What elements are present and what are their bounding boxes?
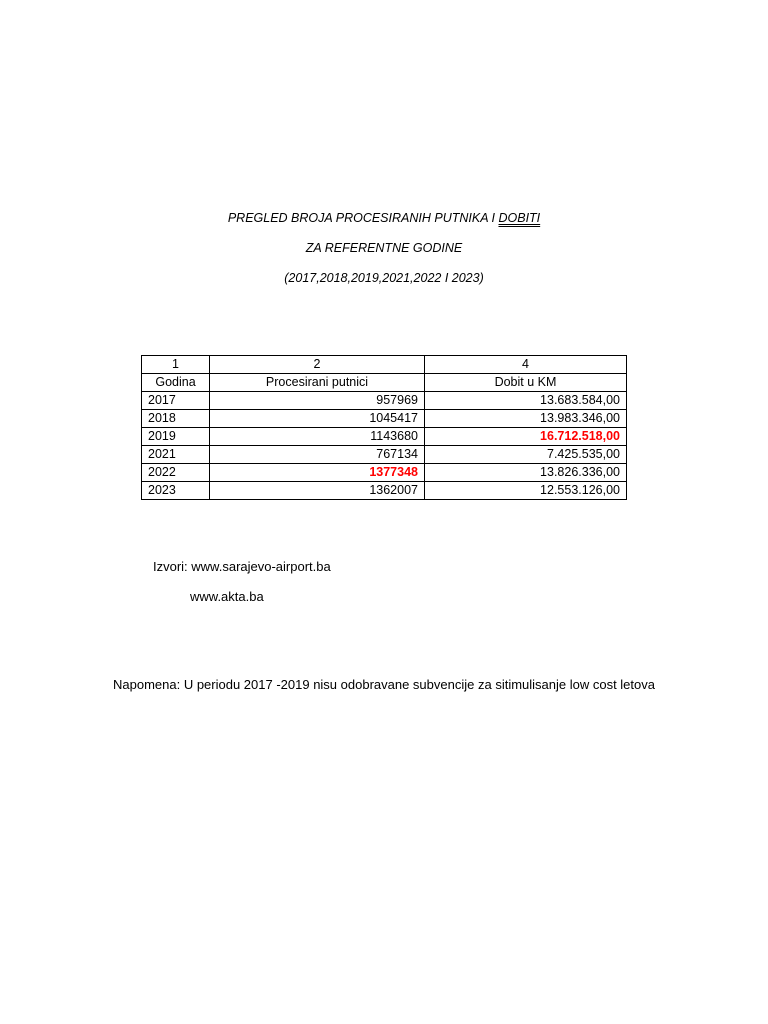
- passengers-cell-highlighted: 1377348: [210, 464, 425, 482]
- table-row: [142, 482, 627, 500]
- table-row: [142, 446, 627, 464]
- document-subtitle: ZA REFERENTNE GODINE: [305, 241, 463, 255]
- footnote: Napomena: U periodu 2017 -2019 nisu odobravane subvencije za sitimulisanje low cost letova: [113, 677, 655, 692]
- profit-cell: 12.553.126,00: [425, 482, 627, 500]
- table-row: [142, 428, 627, 446]
- profit-cell: 13.983.346,00: [425, 410, 627, 428]
- year-cell: 2018: [142, 410, 210, 428]
- year-cell: 2022: [142, 464, 210, 482]
- header-profit: Dobit u KM: [425, 374, 627, 392]
- column-number-row: [142, 356, 627, 374]
- table-row: [142, 410, 627, 428]
- year-cell: 2023: [142, 482, 210, 500]
- profit-cell: 13.826.336,00: [425, 464, 627, 482]
- passengers-cell: 957969: [210, 392, 425, 410]
- title-prefix: PREGLED BROJA PROCESIRANIH PUTNIKA I: [227, 211, 499, 225]
- year-cell: 2019: [142, 428, 210, 446]
- passengers-cell: 1362007: [210, 482, 425, 500]
- passengers-cell: 767134: [210, 446, 425, 464]
- sources-second-line: www.akta.ba: [190, 589, 264, 604]
- table-row: [142, 464, 627, 482]
- document-title: [0, 210, 768, 226]
- column-number-3: 4: [425, 356, 627, 374]
- sources-line: Izvori: www.sarajevo-airport.ba: [153, 559, 331, 574]
- profit-cell: 13.683.584,00: [425, 392, 627, 410]
- passenger-profit-table: [141, 355, 627, 500]
- passengers-cell: 1143680: [210, 428, 425, 446]
- year-cell: 2017: [142, 392, 210, 410]
- document-years: (2017,2018,2019,2021,2022 I 2023): [284, 271, 484, 285]
- header-passengers: Procesirani putnici: [210, 374, 425, 392]
- profit-cell: 7.425.535,00: [425, 446, 627, 464]
- column-number-1: 1: [142, 356, 210, 374]
- header-year: Godina: [142, 374, 210, 392]
- title-underlined-word: DOBITI: [498, 211, 541, 225]
- year-cell: 2021: [142, 446, 210, 464]
- header-row: [142, 374, 627, 392]
- passengers-cell: 1045417: [210, 410, 425, 428]
- profit-cell-highlighted: 16.712.518,00: [425, 428, 627, 446]
- table-row: [142, 392, 627, 410]
- column-number-2: 2: [210, 356, 425, 374]
